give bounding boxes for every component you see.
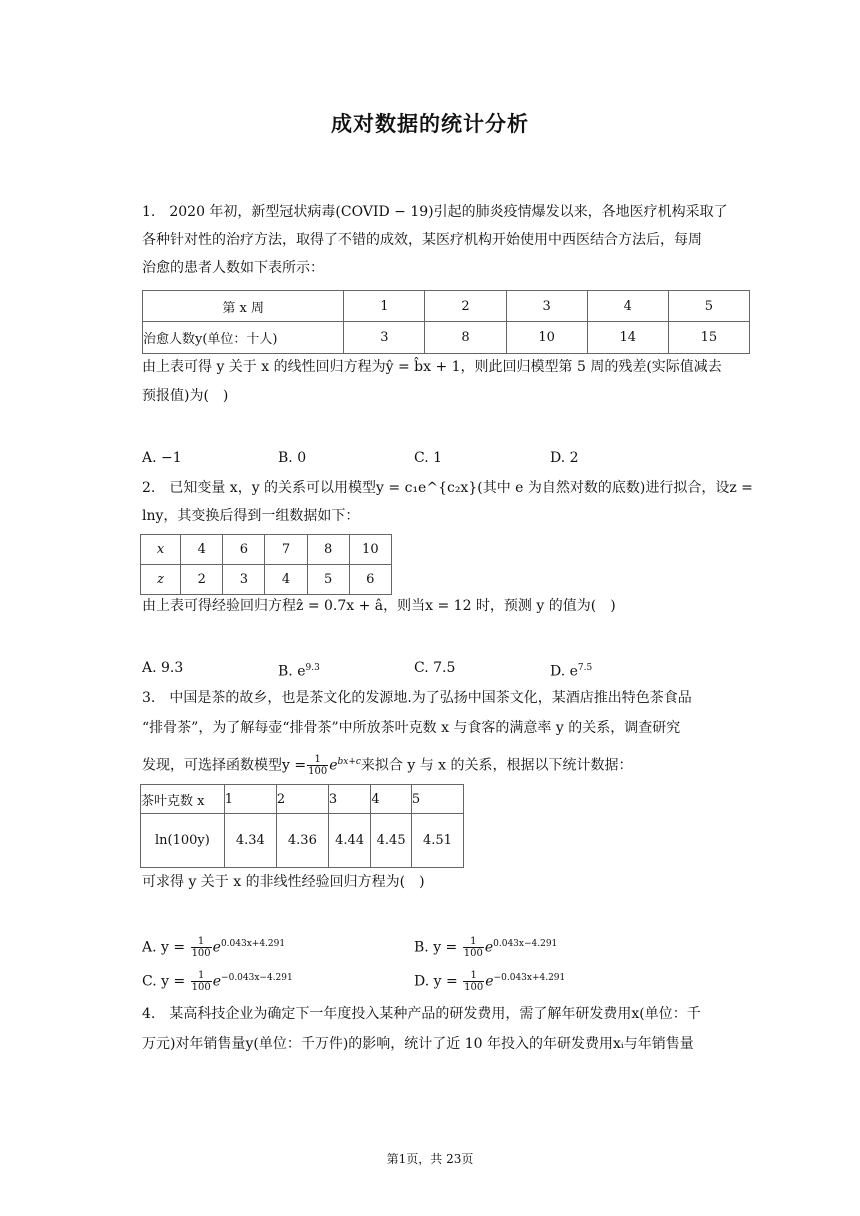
fraction (191, 970, 212, 993)
q1-option-d[interactable]: D. 2 (550, 450, 579, 466)
page-title: 成对数据的统计分析 (331, 112, 529, 136)
exponent: bx+c (337, 757, 361, 767)
text-span: e (329, 757, 338, 774)
option-exponent: 0.043x−4.291 (493, 939, 558, 949)
q3-line-4: 可求得 y 关于 x 的非线性经验回归方程为( ) (142, 874, 425, 890)
fraction-denominator: 100 (191, 982, 211, 994)
table-cell: 4.34 (224, 814, 276, 868)
q2-option-a[interactable]: A. 9.3 (142, 660, 184, 676)
q1-option-b[interactable]: B. 0 (278, 450, 307, 466)
table-cell: ln(100y) (141, 814, 225, 868)
fraction-denominator: 100 (463, 948, 483, 960)
text-span: e (485, 973, 494, 990)
fraction-numerator: 1 (191, 936, 212, 948)
fraction-numerator: 1 (307, 754, 328, 766)
table-cell: 4.44 (328, 814, 370, 868)
table-cell: 4 (181, 535, 223, 565)
fraction-denominator: 100 (191, 948, 211, 960)
table-cell: 6 (349, 565, 391, 595)
q1-line-5: 预报值)为( ) (142, 388, 229, 404)
table-cell: 第 x 周 (143, 291, 344, 322)
table-cell: x (141, 535, 181, 565)
fraction-denominator: 100 (464, 982, 484, 994)
table-cell: 4 (371, 785, 412, 814)
fraction-numerator: 1 (191, 970, 212, 982)
table-cell: 4.36 (276, 814, 328, 868)
text-span: 发现，可选择函数模型y = (142, 757, 307, 774)
q3-table (140, 784, 464, 868)
table-cell: 5 (411, 785, 463, 814)
q1-line-3: 治愈的患者人数如下表所示： (142, 260, 324, 276)
q3-option-b[interactable] (414, 934, 557, 959)
table-cell: 4 (587, 291, 668, 322)
q2-option-d[interactable] (550, 658, 592, 682)
q2-line-1: 2. 已知变量 x，y 的关系可以用模型y = c₁e^{c₂x}(其中 e 为自然对数的底数)进行拟合，设z = (142, 480, 753, 496)
table-cell: 14 (587, 322, 668, 354)
text-span: e (212, 939, 221, 956)
option-exponent: 9.3 (305, 663, 320, 673)
option-text: B. y = (414, 939, 458, 956)
q1-option-c[interactable]: C. 1 (414, 450, 443, 466)
table-cell: 8 (307, 535, 349, 565)
fraction (307, 754, 328, 777)
q2-table (140, 534, 392, 595)
fraction (463, 936, 484, 959)
table-cell: z (141, 565, 181, 595)
table-cell: 2 (425, 291, 506, 322)
q2-option-b[interactable] (278, 658, 320, 682)
fraction-numerator: 1 (463, 936, 484, 948)
table-cell: 3 (223, 565, 265, 595)
q2-option-c[interactable]: C. 7.5 (414, 660, 456, 676)
table-cell: 6 (223, 535, 265, 565)
table-cell: 3 (328, 785, 370, 814)
page-footer: 第1页，共 23页 (386, 1152, 474, 1166)
q1-table (142, 290, 750, 354)
fraction-numerator: 1 (463, 970, 484, 982)
q3-option-c[interactable] (142, 968, 293, 993)
q3-line-3 (142, 752, 752, 777)
fraction-denominator: 100 (308, 766, 328, 778)
option-exponent: 7.5 (577, 663, 593, 673)
table-cell: 8 (425, 322, 506, 354)
table-cell: 15 (668, 322, 749, 354)
option-text: C. y = (142, 973, 186, 990)
q3-line-1: 3. 中国是茶的故乡，也是茶文化的发源地.为了弘扬中国茶文化，某酒店推出特色茶食品 (142, 690, 692, 706)
option-exponent: 0.043x+4.291 (220, 939, 286, 949)
option-exponent: −0.043x−4.291 (221, 973, 293, 983)
q3-option-a[interactable] (142, 934, 285, 959)
q2-line-3: 由上表可得经验回归方程ẑ = 0.7x + â，则当x = 12 时，预测 y 的值为( ) (142, 598, 616, 614)
table-cell: 4 (265, 565, 307, 595)
option-exponent: −0.043x+4.291 (493, 973, 566, 983)
fraction (191, 936, 212, 959)
q1-line-2: 各种针对性的治疗方法，取得了不错的成效，某医疗机构开始使用中西医结合方法后，每周 (142, 232, 702, 248)
table-cell: 10 (349, 535, 391, 565)
table-cell: 3 (344, 322, 425, 354)
text-span: e (484, 939, 494, 956)
text-span: e (212, 973, 222, 990)
table-cell: 1 (344, 291, 425, 322)
table-cell: 4.51 (411, 814, 463, 868)
option-text: D. e (550, 663, 578, 680)
q4-line-2: 万元)对年销售量y(单位：千万件)的影响，统计了近 10 年投入的年研发费用xᵢ与年销售量 (142, 1036, 694, 1052)
q2-line-2: lny，其变换后得到一组数据如下： (142, 508, 360, 524)
table-cell: 2 (276, 785, 328, 814)
fraction (463, 970, 484, 993)
table-cell: 7 (265, 535, 307, 565)
table-cell: 3 (506, 291, 587, 322)
text-span: 来拟合 y 与 x 的关系，根据以下统计数据： (360, 757, 633, 774)
table-cell: 治愈人数y(单位：十人) (143, 322, 344, 354)
q1-line-1: 1. 2020 年初，新型冠状病毒(COVID − 19)引起的肺炎疫情爆发以来，各地医疗机构采取了 (142, 204, 728, 220)
table-cell: 10 (506, 322, 587, 354)
q3-line-2: “排骨茶”，为了解每壶“排骨茶”中所放茶叶克数 x 与食客的满意率 y 的关系，调查研究 (142, 720, 681, 736)
q4-line-1: 4. 某高科技企业为确定下一年度投入某种产品的研发费用，需了解年研发费用x(单位：千 (142, 1006, 701, 1022)
table-cell: 4.45 (371, 814, 412, 868)
table-cell: 5 (668, 291, 749, 322)
table-cell: 1 (224, 785, 276, 814)
table-cell: 2 (181, 565, 223, 595)
q1-option-a[interactable]: A. −1 (142, 450, 182, 466)
option-text: D. y = (414, 973, 458, 990)
q1-line-4: 由上表可得 y 关于 x 的线性回归方程为ŷ = b̂x + 1，则此回归模型第 5 周的残差(实际值减去 (142, 359, 722, 375)
option-text: A. y = (142, 939, 186, 956)
q3-option-d[interactable] (414, 968, 565, 993)
option-text: B. e (278, 663, 306, 680)
table-cell: 5 (307, 565, 349, 595)
table-cell: 茶叶克数 x (141, 785, 225, 814)
